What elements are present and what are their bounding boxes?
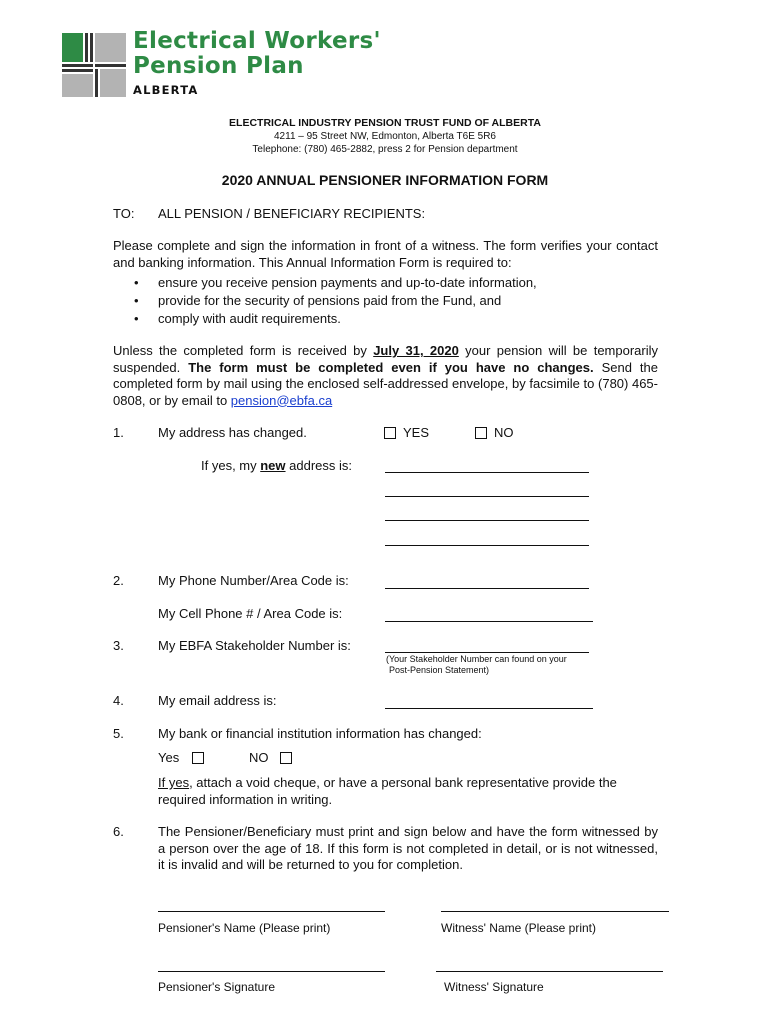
- phone-field[interactable]: [385, 588, 589, 589]
- stakeholder-note-line-2: Post-Pension Statement): [389, 665, 490, 675]
- cell-phone-label: My Cell Phone # / Area Code is:: [158, 606, 343, 621]
- address-line-1[interactable]: [385, 472, 589, 473]
- witness-instructions: The Pensioner/Beneficiary must print and sign below and have the form witnessed by a person over the age of 18. If this form is not completed in detail, or is not witnessed, it is invalid and will be returned to you for completion.: [158, 824, 658, 872]
- address-line-3[interactable]: [385, 520, 589, 521]
- bank-yes-checkbox[interactable]: [192, 752, 204, 764]
- logo-line-1: Electrical Workers': [133, 28, 381, 54]
- org-address: 4211 – 95 Street NW, Edmonton, Alberta T6E 5R6: [274, 131, 496, 142]
- no-label: NO: [494, 425, 514, 440]
- logo-region: ALBERTA: [133, 83, 199, 97]
- phone-label: My Phone Number/Area Code is:: [158, 573, 349, 588]
- witness-signature-label: Witness' Signature: [444, 980, 544, 994]
- label-text: address is:: [285, 458, 353, 473]
- if-yes-text: If yes: [158, 775, 190, 790]
- bullet-icon: •: [134, 275, 139, 290]
- witness-name-label: Witness' Name (Please print): [441, 921, 597, 935]
- deadline-date: July 31, 2020: [373, 343, 459, 358]
- address-line-4[interactable]: [385, 545, 589, 546]
- item-number: 1.: [113, 425, 124, 440]
- item-number: 4.: [113, 693, 124, 708]
- bank-changed-label: My bank or financial institution information has changed:: [158, 726, 482, 741]
- notice-text: Unless the completed form is received by: [113, 343, 374, 358]
- address-line-2[interactable]: [385, 496, 589, 497]
- pension-plan-logo-icon: [62, 33, 126, 97]
- stakeholder-number-field[interactable]: [385, 652, 589, 653]
- address-yes-checkbox[interactable]: [384, 427, 396, 439]
- stakeholder-number-label: My EBFA Stakeholder Number is:: [158, 638, 351, 653]
- form-title: 2020 ANNUAL PENSIONER INFORMATION FORM: [221, 172, 549, 188]
- org-name: ELECTRICAL INDUSTRY PENSION TRUST FUND OF ALBERTA: [229, 117, 541, 129]
- bank-yes-label: Yes: [158, 750, 180, 765]
- item-number: 5.: [113, 726, 124, 741]
- to-value: ALL PENSION / BENEFICIARY RECIPIENTS:: [158, 206, 426, 221]
- instructions-text: , attach a void cheque, or have a personal bank representative provide the required information in writing.: [158, 775, 617, 807]
- address-no-checkbox[interactable]: [475, 427, 487, 439]
- item-number: 6.: [113, 824, 124, 839]
- email-field[interactable]: [385, 708, 593, 709]
- address-changed-label: My address has changed.: [158, 425, 307, 440]
- to-label: TO:: [113, 206, 135, 221]
- bullet-item: ensure you receive pension payments and up-to-date information,: [158, 275, 537, 290]
- item-number: 3.: [113, 638, 124, 653]
- email-label: My email address is:: [158, 693, 277, 708]
- bullet-icon: •: [134, 311, 139, 326]
- notice-emphasis: The form must be completed even if you have no changes.: [188, 359, 594, 375]
- email-link[interactable]: pension@ebfa.ca: [230, 392, 333, 408]
- cell-phone-field[interactable]: [385, 621, 593, 622]
- new-address-label: [201, 458, 352, 475]
- pensioner-name-field[interactable]: [158, 911, 385, 912]
- new-word: new: [260, 458, 286, 473]
- org-phone: Telephone: (780) 465-2882, press 2 for Pension department: [252, 144, 518, 155]
- yes-label: YES: [403, 425, 430, 440]
- bank-no-checkbox[interactable]: [280, 752, 292, 764]
- item-number: 2.: [113, 573, 124, 588]
- stakeholder-note-line-1: (Your Stakeholder Number can found on your: [386, 654, 567, 664]
- logo-text: [133, 29, 381, 79]
- notice-text: Send the completed form by mail using the enclosed self-addressed envelope, by facsimile to (780) 465-0808, or by email to: [113, 359, 658, 408]
- intro-paragraph: Please complete and sign the information in front of a witness. The form verifies your contact and banking information. This Annual Information Form is required to:: [113, 238, 658, 270]
- bullet-item: comply with audit requirements.: [158, 311, 341, 326]
- pensioner-signature-label: Pensioner's Signature: [158, 980, 276, 994]
- pensioner-name-label: Pensioner's Name (Please print): [158, 921, 331, 935]
- bank-no-label: NO: [249, 750, 269, 765]
- witness-name-field[interactable]: [441, 911, 669, 912]
- bank-instructions: [158, 775, 658, 808]
- label-text: If yes, my: [201, 458, 261, 473]
- logo-line-2: Pension Plan: [133, 53, 304, 79]
- witness-signature-field[interactable]: [436, 971, 663, 972]
- pensioner-signature-field[interactable]: [158, 971, 385, 972]
- notice-paragraph: [113, 343, 658, 409]
- notice-text: your pension will be temporarily suspended.: [113, 343, 658, 375]
- bullet-icon: •: [134, 293, 139, 308]
- bullet-item: provide for the security of pensions paid from the Fund, and: [158, 293, 502, 308]
